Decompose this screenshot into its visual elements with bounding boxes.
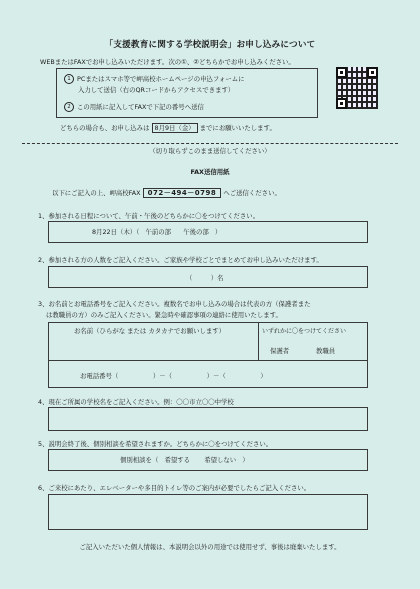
no-hope-option[interactable]: 希望しない [204, 456, 237, 464]
name-header: お名前（ひらがな または カタカナでお願いします） [74, 327, 226, 335]
q3-label-2: は教職員の方）のみご記入ください。緊急時や確認事項の連絡に使用いたします。 [46, 311, 282, 319]
q5-label: 5、説明会終了後、個別相談を希望されますか。どちらかに〇をつけてください。 [38, 440, 273, 448]
q1-choices: 8月22日（木）（ 午前の部 午後の部 ） [92, 228, 222, 236]
privacy-footer: ご記入いただいた個人情報は、本説明会以外の用途では使用せず、事後は廃棄いたします。 [79, 543, 341, 551]
q2-label: 2、参加される方の人数をご記入ください。ご家族や学校ごとでまとめてお申し込みいただけます。 [38, 256, 323, 264]
q6-answer-box[interactable] [48, 494, 368, 530]
q3-row-divider [48, 360, 368, 361]
guardian-option[interactable]: 保護者 [270, 347, 290, 355]
am-option[interactable]: 午前の部 [145, 228, 172, 236]
page-title: 「支援教育に関する学校説明会」お申し込みについて [104, 40, 316, 50]
deadline-text: どちらの場合も、お申し込みは 8月9日（金） までにお願いいたします。 [60, 124, 276, 132]
phone-field[interactable]: お電話番号（ ）－（ ）－（ ） [80, 372, 267, 380]
name-input[interactable] [52, 336, 256, 358]
role-header: いずれかに〇をつけてください [262, 328, 347, 335]
teacher-option[interactable]: 教職員 [316, 347, 336, 355]
hope-option[interactable]: 希望する [164, 456, 191, 464]
method-2: 2 この用紙に記入してFAXで下記の番号へ送信 [64, 102, 204, 112]
q3-label-1: 3、お名前とお電話番号をご記入ください。複数名でお申し込みの場合は代表の方（保護者また [38, 300, 311, 308]
q3-column-divider [258, 322, 259, 360]
q4-label: 4、現在ご所属の学校名をご記入ください。例：〇〇市立〇〇中学校 [38, 398, 234, 406]
fax-number: 072－494－0798 [143, 188, 222, 198]
method-1: 1 PCまたはスマホ等で岬高校ホームページの申込フォームに [64, 74, 245, 84]
q4-answer-box[interactable] [48, 407, 368, 431]
qr-code-icon[interactable] [336, 67, 378, 109]
q6-label: 6、ご来校にあたり、エレベーターや多目的トイレ等のご案内が必要でしたらご記入ください。 [38, 484, 311, 492]
method-1-line2: 入力して送信（右のQRコードからアクセスできます） [78, 86, 235, 94]
q1-label: 1、参加される日程について、午前・午後のどちらかに〇をつけてください。 [38, 212, 260, 220]
q5-choices: 個別相談を（ 希望する 希望しない ） [120, 456, 249, 464]
q2-count: （ ）名 [186, 274, 224, 282]
intro-text: WEBまたはFAXでお申し込みいただけます。次の①、②どちらかでお申し込みください。 [40, 58, 295, 66]
pm-option[interactable]: 午後の部 [183, 228, 209, 236]
cut-note: （切り取らずこのまま送信してください） [149, 147, 271, 155]
number-2-icon: 2 [64, 102, 74, 112]
number-1-icon: 1 [64, 74, 74, 84]
deadline-date: 8月9日（金） [152, 123, 198, 133]
fax-heading: FAX送信用紙 [190, 168, 230, 176]
cut-line [22, 143, 398, 144]
fax-line: 以下にご記入の上、岬高校FAX 072－494－0798 へご送信ください。 [52, 189, 281, 197]
